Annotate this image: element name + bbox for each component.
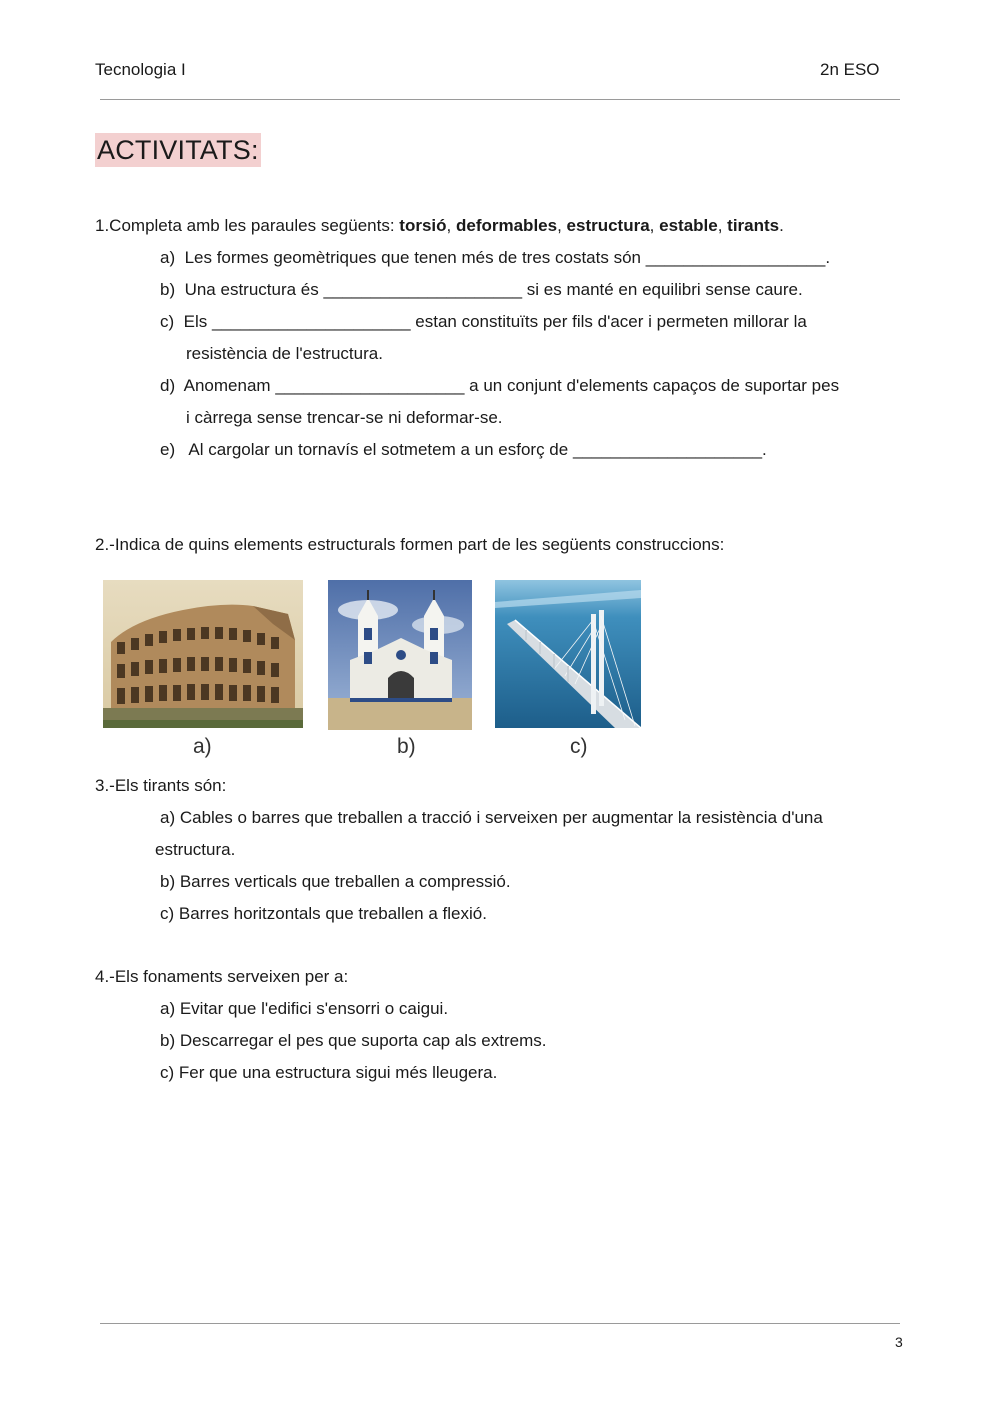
q1-d-text1: Anomenam (183, 376, 271, 395)
q1-e-prefix: e) (160, 440, 176, 459)
q1-d-blank[interactable]: ____________________ (275, 376, 465, 395)
period: . (762, 440, 767, 459)
q1-c-blank[interactable]: _____________________ (211, 312, 411, 331)
separator: , (446, 216, 456, 235)
separator: , (557, 216, 567, 235)
q1-intro (95, 215, 784, 237)
bridge-illustration (495, 580, 641, 728)
q1-d-text2: a un conjunt d'elements capaços de suportar pes (469, 376, 840, 395)
q4-option-b[interactable]: b) Descarregar el pes que suporta cap als extrems. (160, 1031, 547, 1050)
q1-c-prefix: c) (160, 312, 175, 331)
image-label-a: a) (193, 735, 212, 758)
q3-option-b[interactable]: b) Barres verticals que treballen a compressió. (160, 872, 511, 891)
q1-intro-prefix: 1.Completa amb les paraules següents: (95, 216, 400, 235)
page-number: 3 (895, 1334, 903, 1350)
q1-c-text1: Els (183, 312, 208, 331)
separator: , (649, 216, 660, 235)
q1-c-text2: estan constituïts per fils d'acer i permeten millorar la (415, 312, 807, 331)
q1-item-c (160, 311, 807, 333)
q3-option-a-continuation: estructura. (155, 840, 236, 859)
q4-option-a[interactable]: a) Evitar que l'edifici s'ensorri o caigui. (160, 999, 449, 1018)
footer-divider (100, 1323, 900, 1324)
image-label-b: b) (397, 735, 416, 758)
word-torsio: torsió (399, 216, 447, 235)
q1-a-prefix: a) (160, 248, 176, 267)
word-tirants: tirants (727, 216, 780, 235)
q1-b-prefix: b) (160, 280, 176, 299)
q3-option-a[interactable]: a) Cables o barres que treballen a tracció i serveixen per augmentar la resistència d'una (160, 808, 823, 827)
word-deformables: deformables (455, 216, 558, 235)
q3-option-c[interactable]: c) Barres horitzontals que treballen a flexió. (160, 904, 487, 923)
q1-c-continuation: resistència de l'estructura. (186, 344, 383, 363)
q2-intro: 2.-Indica de quins elements estructurals formen part de les següents construccions: (95, 535, 725, 554)
header-subject: Tecnologia I (95, 60, 186, 79)
q1-b-blank[interactable]: _____________________ (323, 280, 523, 299)
image-label-c: c) (570, 735, 588, 758)
colosseum-illustration (103, 580, 303, 728)
q1-a-text: Les formes geomètriques que tenen més de tres costats són (184, 248, 641, 267)
period: . (825, 248, 831, 267)
q1-d-continuation: i càrrega sense trencar-se ni deformar-se. (186, 408, 503, 427)
q4-intro: 4.-Els fonaments serveixen per a: (95, 967, 349, 986)
q1-item-d (160, 375, 839, 397)
period: . (779, 216, 784, 235)
q1-e-text: Al cargolar un tornavís el sotmetem a un esforç de (188, 440, 569, 459)
header-divider (100, 99, 900, 100)
word-estable: estable (659, 216, 718, 235)
q1-item-b (160, 279, 803, 301)
q1-d-prefix: d) (160, 376, 176, 395)
word-estructura: estructura (566, 216, 650, 235)
page-title: ACTIVITATS: (97, 135, 259, 165)
colosseum-image (103, 580, 303, 728)
q1-b-text2: si es manté en equilibri sense caure. (526, 280, 803, 299)
q4-option-c[interactable]: c) Fer que una estructura sigui més lleugera. (160, 1063, 498, 1082)
q1-b-text1: Una estructura és (184, 280, 319, 299)
q1-item-e (160, 439, 767, 461)
header-level: 2n ESO (820, 60, 880, 79)
q1-e-blank[interactable]: ____________________ (572, 440, 763, 459)
separator: , (717, 216, 728, 235)
q1-item-a (160, 247, 830, 269)
church-illustration (328, 580, 472, 730)
q3-intro: 3.-Els tirants són: (95, 776, 227, 795)
church-image (328, 580, 472, 730)
q1-a-blank[interactable]: ___________________ (645, 248, 826, 267)
bridge-image (495, 580, 641, 728)
